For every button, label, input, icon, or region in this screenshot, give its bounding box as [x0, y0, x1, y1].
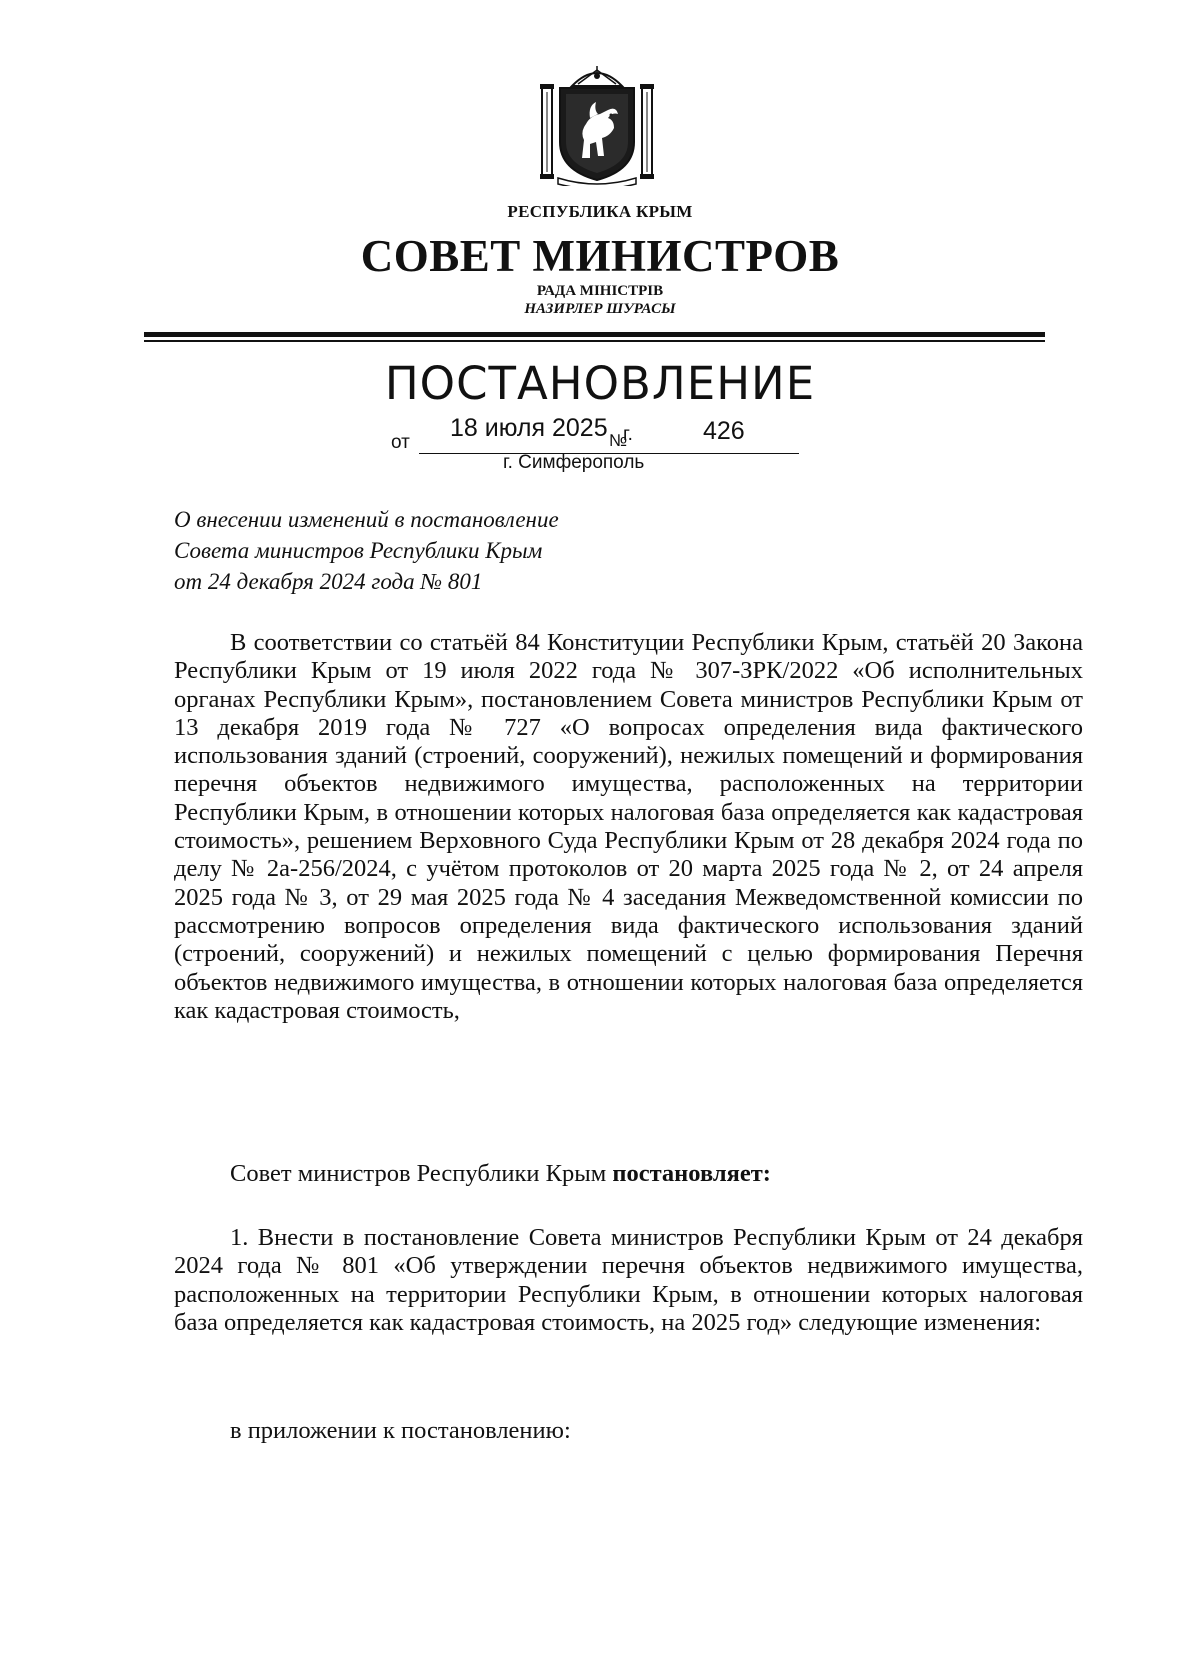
- subject-line: от 24 декабря 2024 года № 801: [174, 569, 483, 594]
- republic-name: РЕСПУБЛИКА КРЫМ: [507, 202, 693, 221]
- council-title: СОВЕТ МИНИСТРОВ: [360, 231, 840, 281]
- crimea-coat-of-arms-icon: [538, 66, 656, 186]
- item-1-paragraph: 1. Внести в постановление Совета министров Республики Крым от 24 декабря 2024 года № 801 «Об утверждении перечня объектов недвижимого имущества, расположенных на территории Республики Крым, в отношении которых налоговая база определяется как кадастровая стоимость, на 2025 год» следующие изменения:: [174, 1224, 1083, 1336]
- header-divider-thick: [144, 332, 1045, 337]
- appendix-paragraph: в приложении к постановлению:: [230, 1417, 571, 1444]
- council-title-crimean-tatar: НАЗИРЛЕР ШУРАСЫ: [524, 301, 676, 317]
- header-divider-thin: [144, 340, 1045, 342]
- subject-line: Совета министров Республики Крым: [174, 538, 543, 563]
- preamble-paragraph: В соответствии со статьёй 84 Конституции Республики Крым, статьёй 20 Закона Республики Крым от 19 июля 2022 года № 307-ЗРК/2022 «Об исполнительных органах Республики Крым», постановлением Совета министров Республики Крым от 13 декабря 2019 года № 727 «О вопросах определения вида фактического использования зданий (строений, сооружений), нежилых помещений и формирования перечня объектов недвижимого имущества, расположенных на территории Республики Крым, в отношении которых налоговая база определяется как кадастровая стоимость», решением Верховного Суда Республики Крым от 28 декабря 2024 года по делу № 2а-256/2024, с учётом протоколов от 20 марта 2025 года № 2, от 24 апреля 2025 года № 3, от 29 мая 2025 года № 4 заседания Межведомственной комиссии по рассмотрению вопросов определения вида фактического использования зданий (строений, сооружений) и нежилых помещений с целью формирования Перечня объектов недвижимого имущества, в отношении которых налоговая база определяется как кадастровая стоимость,: [174, 629, 1083, 1024]
- date-number-line: [391, 412, 801, 452]
- subject-line: О внесении изменений в постановление: [174, 507, 559, 532]
- year-suffix: г.: [623, 424, 633, 445]
- decree-paragraph: [174, 1160, 1083, 1188]
- document-number: 426: [703, 417, 745, 445]
- decree-verb: постановляет:: [612, 1160, 771, 1187]
- council-title-ukrainian: РАДА МІНІСТРІВ: [536, 283, 664, 299]
- document-type-title: ПОСТАНОВЛЕНИЕ: [384, 357, 816, 410]
- document-subject: [174, 504, 559, 597]
- decree-lead: Совет министров Республики Крым: [230, 1160, 607, 1187]
- number-sign: №: [609, 431, 628, 450]
- date-prefix: от: [391, 432, 410, 453]
- document-city: г. Симферополь: [503, 452, 645, 473]
- document-date: 18 июля 2025: [450, 414, 608, 442]
